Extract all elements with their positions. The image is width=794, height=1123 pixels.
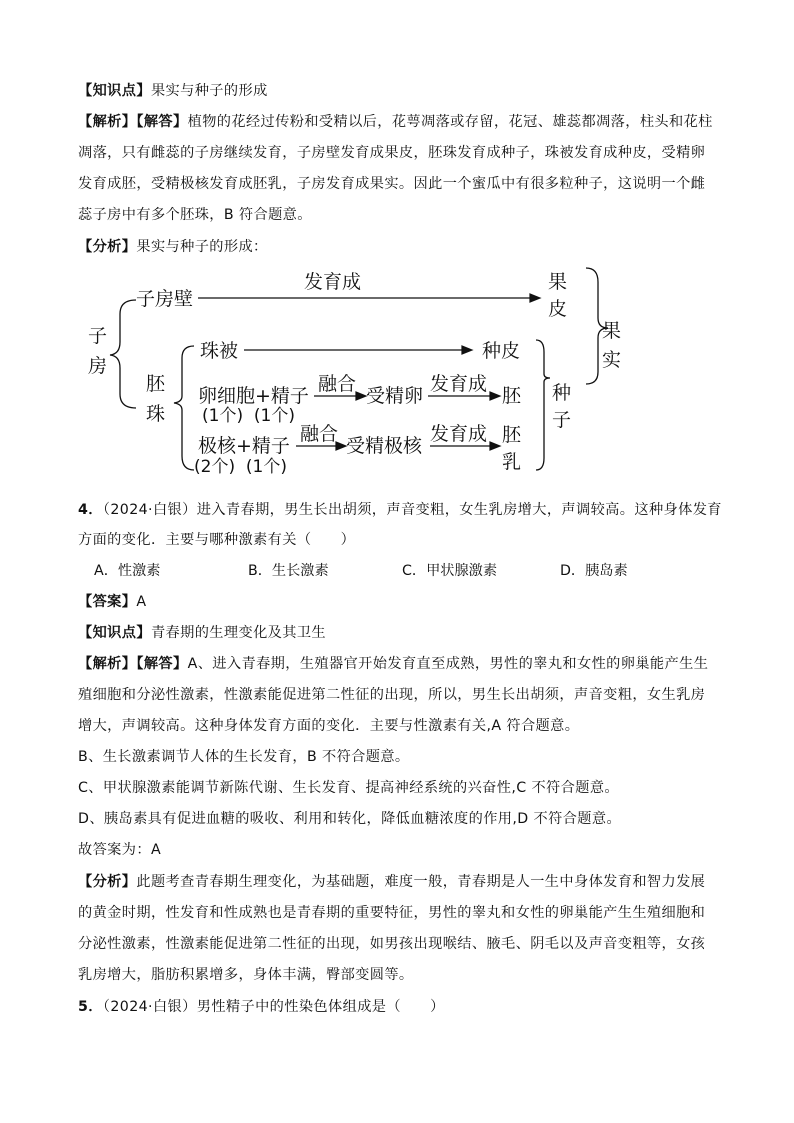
answer-line: [78, 592, 728, 612]
knowledge-point-text: 青春期的生理变化及其卫生: [150, 625, 327, 641]
fenxi-text: 此题考查青春期生理变化，为基础题，难度一般，青春期是人一生中身体发育和智力发展: [136, 874, 706, 890]
label-zygote: 受精卵: [366, 385, 424, 407]
label-pericarp: 皮: [548, 298, 568, 320]
analysis-line: C、甲状腺激素能调节新陈代谢、生长发育、提高神经系统的兴奋性,C 不符合题意。: [78, 780, 619, 796]
ovary-brace: [110, 300, 136, 408]
label-seed: 种: [552, 382, 572, 404]
option-c[interactable]: C．甲状腺激素: [402, 563, 498, 579]
label-fertilized-polar: 受精极核: [346, 435, 423, 457]
label-ovule: 胚: [146, 373, 166, 395]
question-text: 男性精子中的性染色体组成是（ ）: [196, 999, 445, 1015]
label-ovary: 子: [88, 325, 108, 347]
label-develop: 发育成: [430, 423, 488, 445]
label-endosperm: 胚: [502, 424, 522, 446]
label-seed-coat: 种皮: [482, 340, 521, 362]
fenxi-line: 分泌性激素，性激素能促进第二性征的出现，如男孩出现喉结、腋毛、阴毛以及声音变粗等，女孩: [78, 936, 706, 952]
arrowhead: [462, 346, 472, 354]
fruit-seed-formation-diagram: [78, 262, 638, 478]
option-b[interactable]: B．生长激素: [248, 563, 329, 579]
question-number: 4．: [78, 502, 103, 518]
answer-summary-line: 故答案为：A: [78, 842, 162, 858]
analysis-line: B、生长激素调节人体的生长发育，B 不符合题意。: [78, 749, 410, 765]
question-text: 进入青春期，男生长出胡须，声音变粗，女生乳房增大，声调较高。这种身体发育: [196, 502, 722, 518]
answer-text: A: [136, 594, 147, 610]
question-4-line: 方面的变化．主要与哪种激素有关（ ）: [78, 532, 356, 548]
fenxi-text: 果实与种子的形成：: [136, 239, 268, 255]
analysis-line: 发育成胚，受精极核发育成胚乳，子房发育成果实。因此一个蜜瓜中有很多粒种子，这说明一个雌: [78, 176, 706, 192]
fenxi-line: [78, 872, 728, 892]
label-endosperm: 乳: [502, 451, 522, 473]
analysis-text: 植物的花经过传粉和受精以后，花萼凋落或存留，花冠、雄蕊都凋落，柱头和花柱: [187, 114, 713, 130]
analysis-line: 殖细胞和分泌性激素，性激素能促进第二性征的出现，所以，男生长出胡须，声音变粗，女生乳房: [78, 687, 706, 703]
label-fuse: 融合: [318, 373, 357, 395]
seed-bracket: [536, 340, 550, 470]
knowledge-point-line: [78, 623, 728, 643]
arrowhead: [490, 392, 500, 400]
label-integument: 珠被: [200, 340, 239, 362]
question-number: 5．: [78, 999, 103, 1015]
analysis-line: 增大，声调较高。这种身体发育方面的变化．主要与性激素有关,A 符合题意。: [78, 718, 580, 734]
fenxi-tag: 【分析】: [78, 239, 137, 255]
label-fruit: 果: [602, 320, 622, 342]
question-4-line: [78, 500, 728, 520]
answer-tag: 【答案】: [78, 594, 137, 610]
arrowhead: [490, 442, 500, 450]
question-source: （2024·白银）: [102, 999, 197, 1015]
knowledge-point-line: [78, 81, 728, 101]
label-pericarp: 果: [548, 271, 568, 293]
arrowhead: [530, 294, 540, 302]
label-embryo: 胚: [502, 385, 522, 407]
fenxi-line: 的黄金时期，性发育和性成熟也是青春期的重要特征，男性的睾丸和女性的卵巢能产生生殖细胞和: [78, 905, 706, 921]
label-counts: (2个) (1个): [194, 457, 287, 477]
analysis-tag: 【解析】【解答】: [78, 656, 188, 672]
knowledge-point-text: 果实与种子的形成: [150, 83, 268, 99]
label-fuse: 融合: [300, 423, 339, 445]
knowledge-point-tag: 【知识点】: [78, 83, 151, 99]
question-5-line: [78, 997, 728, 1017]
label-counts: (1个) (1个): [202, 406, 295, 426]
analysis-line: [78, 112, 728, 132]
analysis-line: 蕊子房中有多个胚珠，B 符合题意。: [78, 207, 312, 223]
analysis-line: D、胰岛素具有促进血糖的吸收、利用和转化，降低血糖浓度的作用,D 不符合题意。: [78, 811, 622, 827]
option-a[interactable]: A．性激素: [94, 563, 161, 579]
label-develop: 发育成: [430, 373, 488, 395]
fenxi-tag: 【分析】: [78, 874, 137, 890]
label-fruit: 实: [602, 349, 622, 371]
ovule-brace: [174, 346, 194, 470]
label-ovary: 房: [88, 355, 108, 377]
label-egg-sperm: 卵细胞+精子: [198, 385, 309, 407]
option-d[interactable]: D．胰岛素: [560, 563, 628, 579]
fenxi-line: 乳房增大，脂肪积累增多，身体丰满，臀部变圆等。: [78, 967, 414, 983]
arrowhead: [356, 392, 366, 400]
fenxi-line: [78, 237, 728, 257]
label-develop: 发育成: [304, 271, 362, 293]
analysis-text: A、进入青春期，生殖器官开始发育直至成熟，男性的睾丸和女性的卵巢能产生生: [187, 656, 709, 672]
analysis-line: [78, 654, 728, 674]
label-seed: 子: [552, 409, 572, 431]
analysis-tag: 【解析】【解答】: [78, 114, 188, 130]
label-ovary-wall: 子房壁: [136, 288, 194, 310]
label-polar-sperm: 极核+精子: [198, 435, 290, 457]
question-source: （2024·白银）: [102, 502, 197, 518]
knowledge-point-tag: 【知识点】: [78, 625, 151, 641]
label-ovule: 珠: [146, 403, 166, 425]
analysis-line: 凋落，只有雌蕊的子房继续发育，子房壁发育成果皮，胚珠发育成种子，珠被发育成种皮，受精卵: [78, 145, 706, 161]
